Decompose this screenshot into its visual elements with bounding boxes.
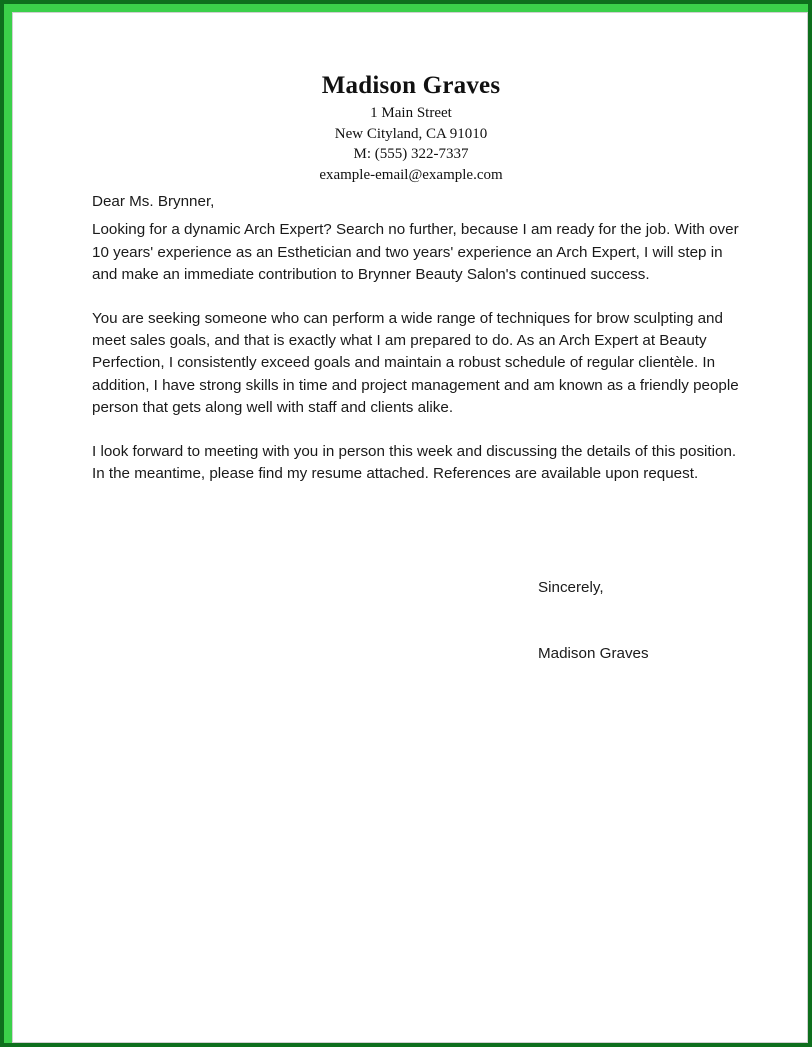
paragraph-experience: You are seeking someone who can perform a wide range of techniques for brow sculpting and meet sales goals, and that is exactly what I am prepared to do. As an Arch Expert at Beauty Perfection, I consistently exceed goals and maintain a robust schedule of regular clientèle. In addition, I have strong skills in time and project management and am known as a friendly people person that gets along well with staff and clients alike. (92, 309, 739, 417)
sender-email: example-email@example.com (319, 166, 503, 183)
signature-name: Madison Graves (538, 645, 649, 662)
salutation: Dear Ms. Brynner, (92, 193, 215, 210)
sender-city: New Cityland, CA 91010 (334, 125, 488, 142)
frame-border (4, 4, 808, 1043)
paragraph-closing: I look forward to meeting with you in person this week and discussing the details of this position. In the meantime, please find my resume attached. References are available upon request. (92, 442, 737, 483)
letterhead (13, 69, 809, 185)
sender-name: Madison Graves (321, 72, 501, 99)
sender-street: 1 Main Street (370, 105, 452, 121)
letter-body (92, 191, 742, 506)
closing: Sincerely, (538, 579, 604, 596)
letter-page (12, 12, 808, 1043)
paragraph-intro: Looking for a dynamic Arch Expert? Search no further, because I am ready for the job. With over 10 years' experience as an Esthetician and two years' experience an Arch Expert, I will step in and make an immediate contribution to Brynner Beauty Salon's continued success. (92, 221, 739, 284)
sender-phone: M: (555) 322-7337 (353, 146, 469, 162)
